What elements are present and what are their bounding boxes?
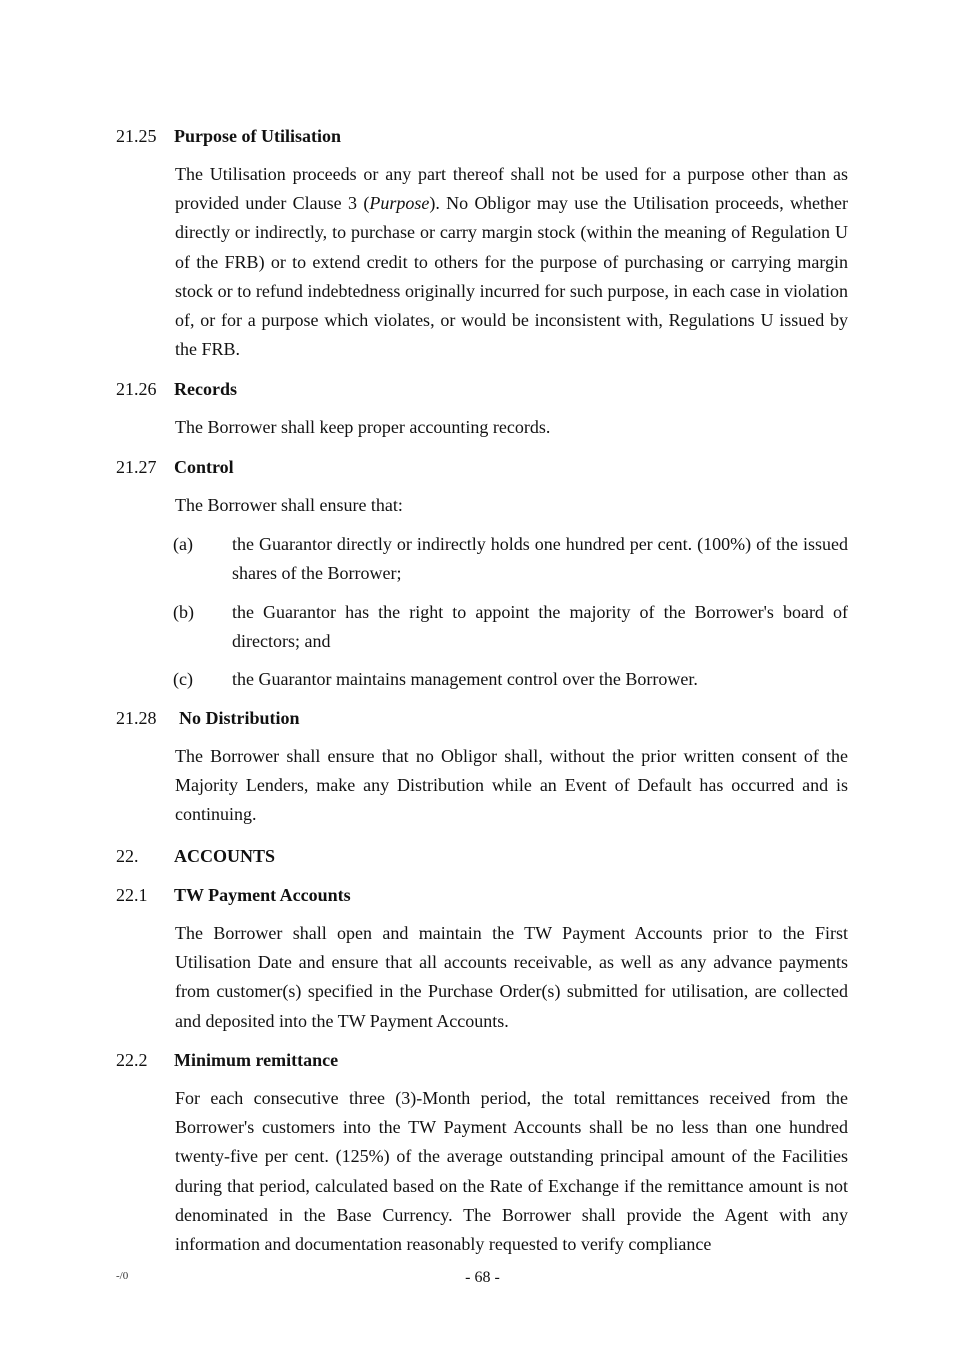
control-item-a — [173, 530, 848, 588]
section-heading-22-2 — [116, 1049, 338, 1071]
section-title: Control — [174, 457, 234, 477]
section-title: Records — [174, 379, 237, 399]
purpose-text-b: ). No Obligor may use the Utilisation proceeds, whether directly or indirectly, to purchase or carry margin stock (within the meaning of Regulation U of the FRB) or to extend credit to others for the purpose of purchasing or carrying margin stock or to refund indebtedness originally incurred for such purpose, in each case in violation of, or for a purpose which violates, or would be inconsistent with, Regulations U issued by the FRB. — [175, 193, 849, 360]
section-number: 21.28 — [116, 708, 157, 728]
purpose-paragraph — [175, 160, 848, 364]
item-text: the Guarantor maintains management control over the Borrower. — [232, 669, 698, 689]
section-heading-21-28 — [116, 707, 300, 729]
item-label: (a) — [173, 534, 193, 554]
item-label: (c) — [173, 669, 193, 689]
item-label: (b) — [173, 602, 194, 622]
section-number: 21.27 — [116, 457, 157, 477]
section-heading-21-27 — [116, 456, 234, 478]
records-paragraph: The Borrower shall keep proper accounting records. — [175, 417, 551, 437]
section-number: 22.1 — [116, 885, 148, 905]
section-number: 21.26 — [116, 379, 157, 399]
section-title: No Distribution — [179, 708, 300, 728]
section-title: TW Payment Accounts — [174, 885, 351, 905]
purpose-text-a: The Utilisation proceeds or any part thereof shall not be used for a purpose other than as provided under Clause 3 ( — [175, 164, 848, 214]
item-text: the Guarantor directly or indirectly holds one hundred per cent. (100%) of the issued shares of the Borrower; — [232, 534, 848, 583]
section-number: 22. — [116, 846, 139, 866]
footer-mark: -/0 — [116, 1270, 129, 1282]
min-remittance-paragraph: For each consecutive three (3)-Month period, the total remittances received from the Borrower's customers into the TW Payment Accounts shall be no less than one hundred twenty-five per cent. (125%) of the average outstanding principal amount of the Facilities during that period, calculated based on the Rate of Exchange if the remittance amount is not denominated in the Base Currency. The Borrower shall provide the Agent with any information and documentation reasonably requested to verify compliance — [175, 1088, 848, 1255]
control-intro: The Borrower shall ensure that: — [175, 495, 403, 515]
page-number: - 68 - — [465, 1269, 500, 1286]
section-number: 22.2 — [116, 1050, 148, 1070]
control-item-b — [173, 598, 848, 656]
section-title: ACCOUNTS — [174, 846, 276, 866]
section-heading-21-25 — [116, 125, 341, 147]
section-heading-21-26 — [116, 378, 237, 400]
section-number: 21.25 — [116, 126, 157, 146]
tw-payment-paragraph: The Borrower shall open and maintain the TW Payment Accounts prior to the First Utilisation Date and ensure that all accounts receivable, as well as any advance payments from customer(s) specified in the Purchase Order(s) submitted for utilisation, are collected and deposited into the TW Payment Accounts. — [175, 923, 848, 1031]
item-text: the Guarantor has the right to appoint the majority of the Borrower's board of directors; and — [232, 602, 848, 651]
control-item-c — [173, 665, 848, 694]
purpose-italic-ref: Purpose — [369, 193, 430, 214]
section-title: Minimum remittance — [174, 1050, 339, 1070]
no-distribution-paragraph: The Borrower shall ensure that no Obligor shall, without the prior written consent of the Majority Lenders, make any Distribution while an Event of Default has occurred and is continuing. — [175, 746, 848, 825]
section-heading-22 — [116, 845, 275, 867]
section-heading-22-1 — [116, 884, 351, 906]
section-title: Purpose of Utilisation — [174, 126, 342, 146]
